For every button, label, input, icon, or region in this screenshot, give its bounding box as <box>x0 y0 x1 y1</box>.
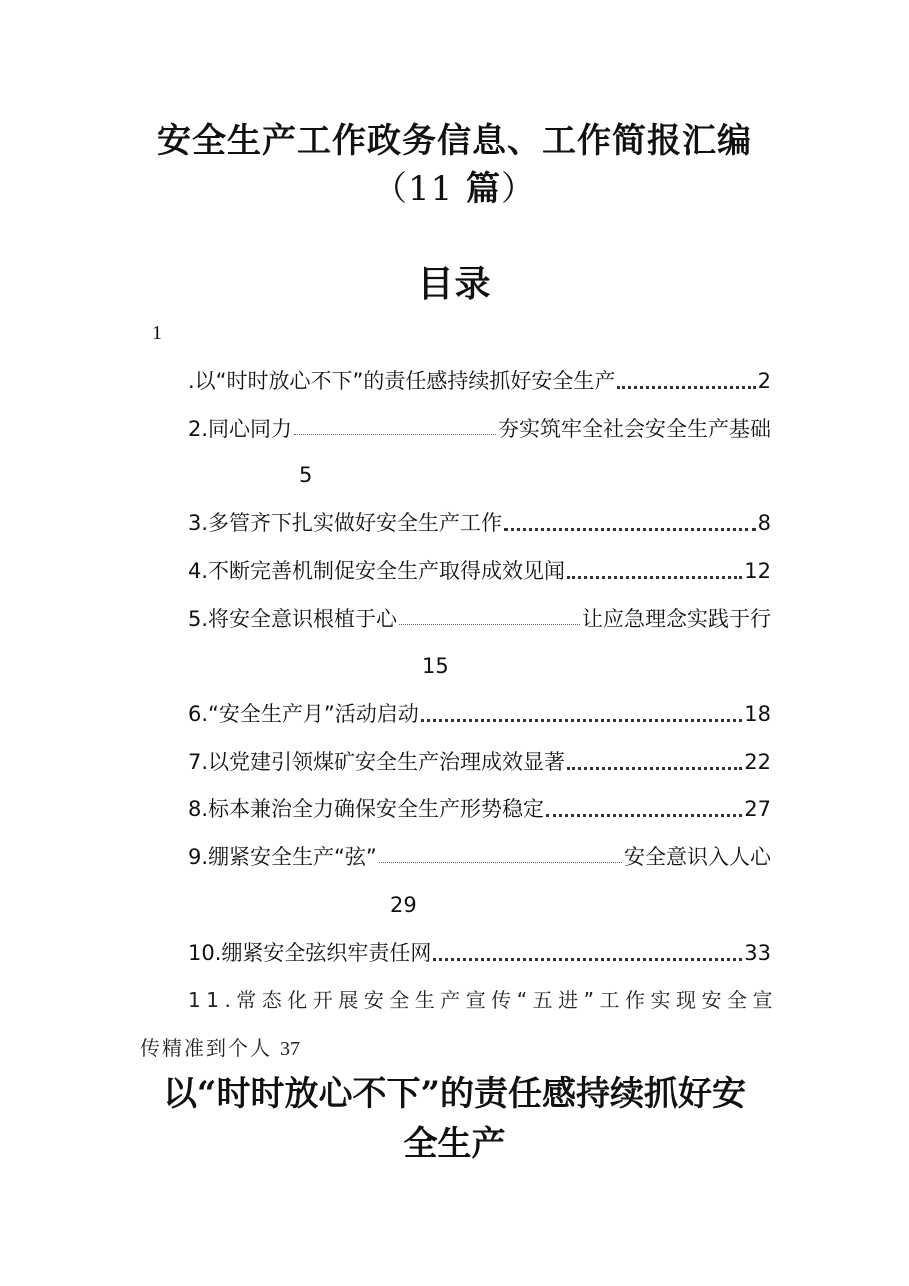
toc-entry-label: 3.多管齐下扎实做好安全生产工作 <box>188 511 503 535</box>
toc-entry[interactable] <box>188 604 771 634</box>
toc-entry-label: 8.标本兼治全力确保安全生产形势稳定 <box>188 797 545 821</box>
toc-entry[interactable] <box>188 747 771 777</box>
toc-entry-page: 12 <box>744 559 771 583</box>
toc-entry[interactable] <box>188 699 771 729</box>
toc-entry-page: 5 <box>299 463 313 487</box>
toc-leader-dots <box>567 767 742 770</box>
toc-entry-page: 22 <box>744 750 771 774</box>
toc-leader-dots <box>504 528 756 531</box>
toc-entry-label-right: 夯实筑牢全社会安全生产基础 <box>498 417 771 441</box>
toc-entry-label-right: 安全意识入人心 <box>624 845 771 869</box>
subtitle-close-paren: ） <box>501 169 537 209</box>
toc-entry[interactable] <box>188 794 771 824</box>
toc-entry-page: 18 <box>744 702 771 726</box>
toc-entry-label: 4.不断完善机制促安全生产取得成效见闻 <box>188 559 566 583</box>
toc-entry-label: 9.绷紧安全生产“弦” <box>188 845 377 869</box>
toc-entry-label: 6.“安全生产月”活动启动 <box>188 702 419 726</box>
toc-entry-page: 15 <box>422 654 449 678</box>
toc-entry-page: 33 <box>744 941 771 965</box>
toc-entry-page: 37 <box>280 1038 300 1060</box>
subtitle-count: 11 <box>407 169 454 209</box>
toc-entry-label: 传精准到个人 <box>140 1036 272 1060</box>
subtitle-open-paren: （ <box>372 169 408 209</box>
toc-leader-dots <box>421 719 742 722</box>
toc-entry-label: 2.同心同力 <box>188 417 293 441</box>
toc-entry-continuation[interactable] <box>140 1033 300 1064</box>
toc-entry-label: 7.以党建引领煤矿安全生产治理成效显著 <box>188 750 566 774</box>
toc-entry-label-right: 让应急理念实践于行 <box>582 607 771 631</box>
toc-entry[interactable] <box>188 366 771 396</box>
toc-leader-dots <box>433 958 742 961</box>
toc-leader-dots <box>567 576 742 579</box>
toc-entry-page: 8 <box>757 511 771 535</box>
toc-leader-dots <box>379 862 622 863</box>
toc-leader-dots <box>546 814 742 817</box>
document-subtitle <box>0 169 909 209</box>
toc-page-number-1: 1 <box>152 322 162 344</box>
toc-heading: 目录 <box>417 263 492 305</box>
toc-entry[interactable] <box>188 938 771 968</box>
toc-leader-dots <box>399 624 580 625</box>
toc-entry[interactable] <box>188 414 771 444</box>
toc-entry-label: .以“时时放心不下”的责任感持续抓好安全生产 <box>188 369 616 393</box>
toc-leader-dots <box>617 386 755 389</box>
toc-entry[interactable] <box>188 556 771 586</box>
toc-leader-dots <box>294 434 496 435</box>
toc-entry[interactable] <box>188 508 771 538</box>
section-title-continued: 全生产 <box>403 1124 506 1164</box>
toc-entry-page: 27 <box>744 797 771 821</box>
document-title: 安全生产工作政务信息、工作简报汇编 <box>157 121 752 161</box>
subtitle-word: 篇 <box>453 169 502 209</box>
section-title: 以“时时放心不下”的责任感持续抓好安 <box>162 1074 747 1114</box>
toc-entry[interactable]: 11.常态化开展安全生产宣传“五进”工作实现安全宣 <box>188 988 779 1012</box>
toc-entry-label: 10.绷紧安全弦织牢责任网 <box>188 941 432 965</box>
toc-entry-page: 29 <box>390 893 417 917</box>
toc-entry-label: 5.将安全意识根植于心 <box>188 607 398 631</box>
toc-entry[interactable] <box>188 842 771 872</box>
toc-entry-page: 2 <box>757 369 771 393</box>
